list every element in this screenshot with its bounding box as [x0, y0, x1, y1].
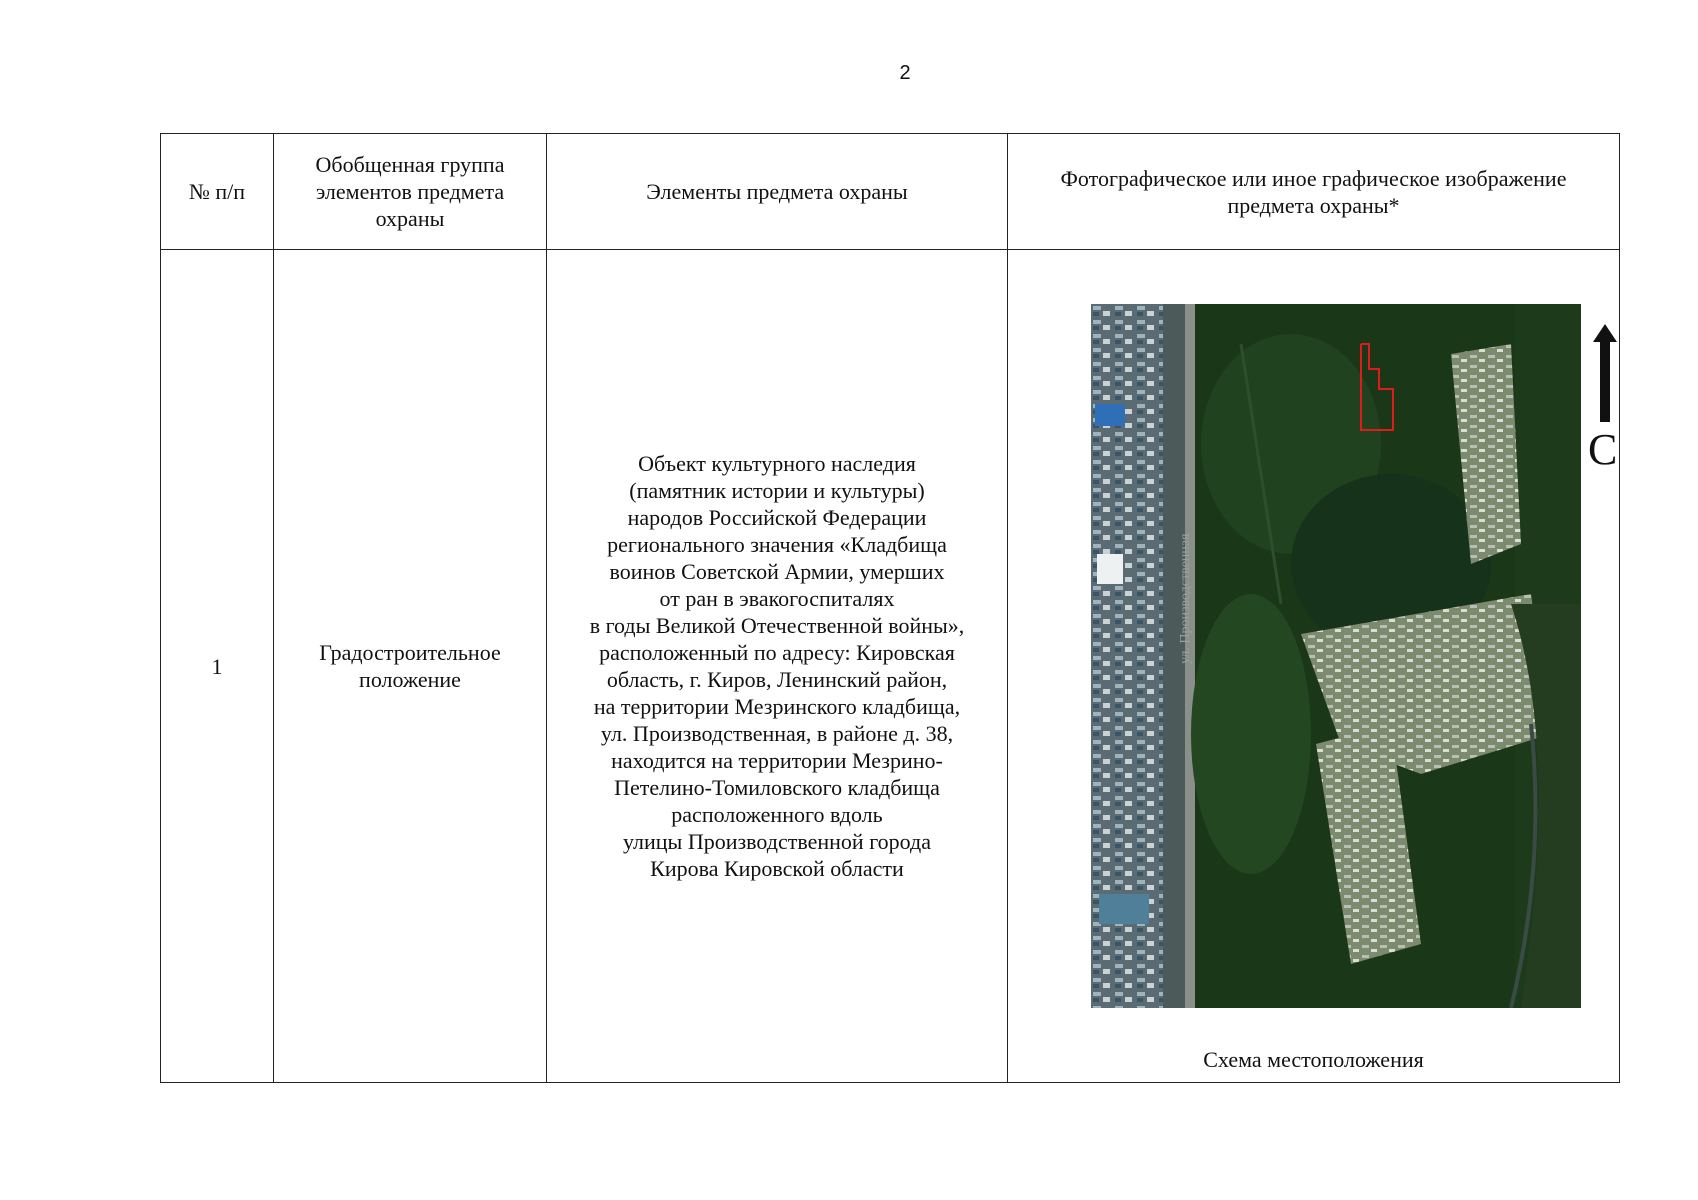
map-caption: Схема местоположения [1203, 1047, 1424, 1072]
protection-table [160, 133, 1620, 1083]
row-group: Градостроительное положение [274, 250, 547, 1083]
header-image: Фотографическое или иное графическое изображение предмета охраны* [1008, 134, 1620, 250]
satellite-map [1091, 304, 1581, 1008]
header-number: № п/п [161, 134, 274, 250]
row-number: 1 [161, 250, 274, 1083]
row-image-cell [1008, 250, 1620, 1083]
page-number: 2 [899, 62, 911, 84]
header-elements: Элементы предмета охраны [547, 134, 1008, 250]
street-label: ул. Производственная [1178, 533, 1193, 664]
north-arrow-icon [1593, 324, 1617, 422]
north-label: С [1588, 425, 1618, 474]
row-elements: Объект культурного наследия (памятник истории и культуры) народов Российской Федерации регионального значения «Кладбища воинов Советской Армии, умерших от ран в эвакогоспиталях в годы Великой Отечественной войны», расположенный по адресу: Кировская область, г. Киров, Ленинский район, на территории Мезринского кладбища, ул. Производственная, в районе д. 38, находится на территории Мезрино- Петелино-Томиловского кладбища расположенного вдоль улицы Производственной города Кирова Кировской области [547, 250, 1008, 1083]
table-row [161, 250, 1620, 1083]
table-header-row [161, 134, 1620, 250]
header-group: Обобщенная группа элементов предмета охраны [274, 134, 547, 250]
